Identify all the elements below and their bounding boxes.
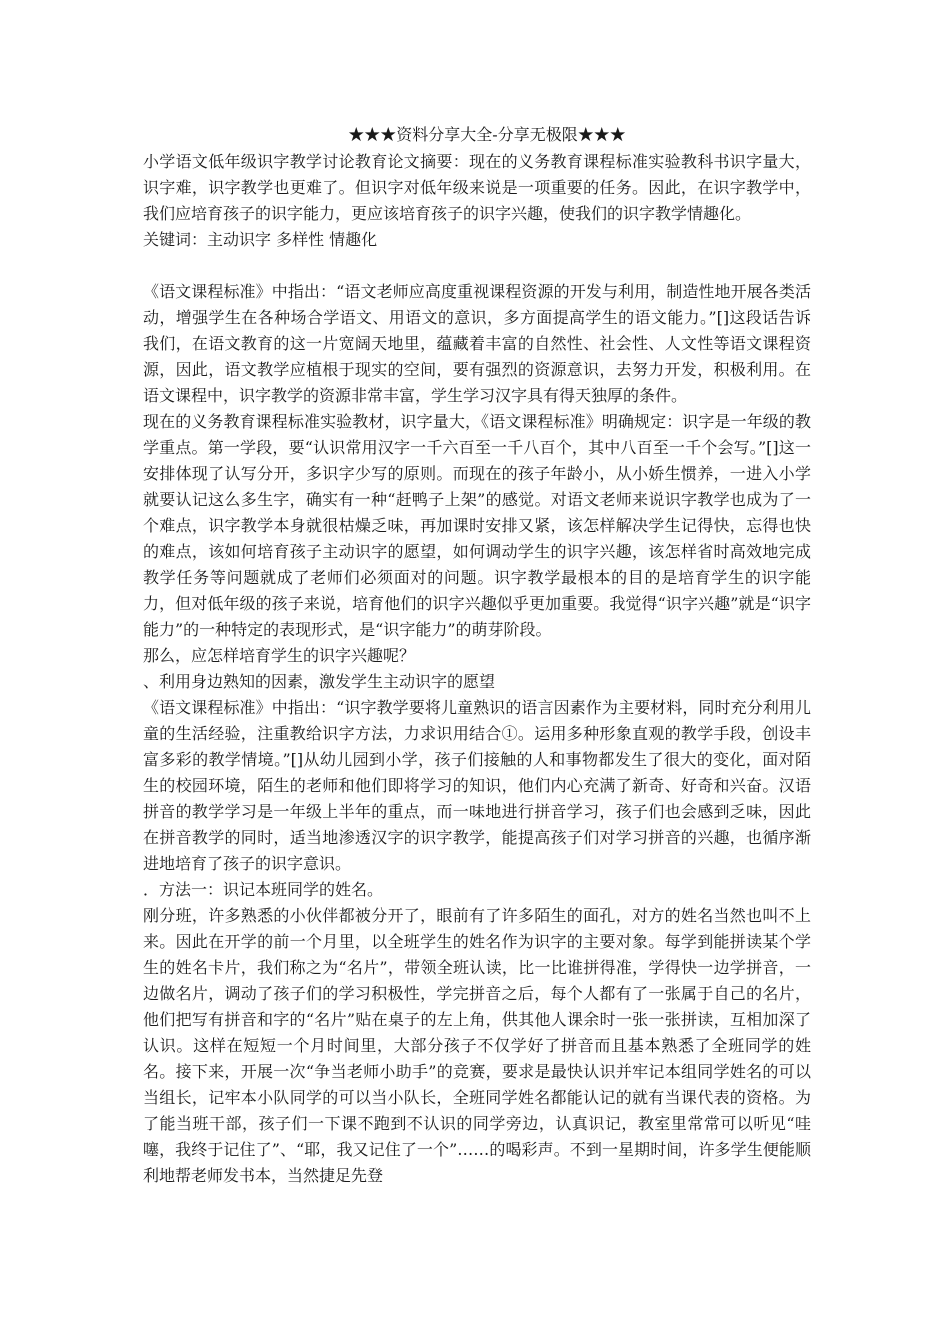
document-page xyxy=(143,122,811,1189)
body-paragraph: 《语文课程标准》中指出：“语文老师应高度重视课程资源的开发与利用，制造性地开展各类活动，增强学生在各种场合学语文、用语文的意识，多方面提高学生的语文能力。”[]这段话告诉我们，在语文教育的这一片宽阔天地里，蕴藏着丰富的自然性、社会性、人文性等语文课程资源，因此，语文教学应植根于现实的空间，要有强烈的资源意识，去努力开发，积极利用。在语文课程中，识字教学的资源非常丰富，学生学习汉字具有得天独厚的条件。 xyxy=(143,282,811,405)
method-heading: ．方法一：识记本班同学的姓名。 xyxy=(143,880,384,899)
section-heading: 、利用身边熟知的因素，激发学生主动识字的愿望 xyxy=(143,672,496,691)
question-line: 那么，应怎样培育学生的识字兴趣呢？ xyxy=(143,646,416,665)
blank-line xyxy=(143,253,811,279)
keywords-line: 关键词：主动识字 多样性 情趣化 xyxy=(143,230,378,249)
abstract-paragraph: 小学语文低年级识字教学讨论教育论文摘要：现在的义务教育课程标准实验教科书识字量大，识字难，识字教学也更难了。但识字对低年级来说是一项重要的任务。因此，在识字教学中，我们应培育孩子的识字能力，更应该培育孩子的识字兴趣，使我们的识字教学情趣化。 xyxy=(143,152,811,223)
body-paragraph: 刚分班，许多熟悉的小伙伴都被分开了，眼前有了许多陌生的面孔，对方的姓名当然也叫不上来。因此在开学的前一个月里，以全班学生的姓名作为识字的主要对象。每学到能拼读某个学生的姓名卡片，我们称之为“名片”，带领全班认读，比一比谁拼得准，学得快一边学拼音，一边做名片，调动了孩子们的学习积极性，学完拼音之后，每个人都有了一张属于自己的名片，他们把写有拼音和字的“名片”贴在桌子的左上角，供其他人课余时一张一张拼读，互相加深了认识。这样在短短一个月时间里，大部分孩子不仅学好了拼音而且基本熟悉了全班同学的姓名。接下来，开展一次“争当老师小助手”的竞赛，要求是最快认识并牢记本组同学姓名的可以当组长，记牢本小队同学的可以当小队长，全班同学姓名都能认记的就有当课代表的资格。为了能当班干部，孩子们一下课不跑到不认识的同学旁边，认真识记，教室里常常可以听见“哇噻，我终于记住了”、“耶，我又记住了一个”……的喝彩声。不到一星期时间，许多学生便能顺利地帮老师发书本，当然捷足先登 xyxy=(143,906,811,1185)
body-paragraph: 现在的义务教育课程标准实验教材，识字量大，《语文课程标准》明确规定：识字是一年级的教学重点。第一学段，要“认识常用汉字一千六百至一千八百个，其中八百至一千个会写。”[]这一安排体现了认写分开，多识字少写的原则。而现在的孩子年龄小，从小娇生惯养，一进入小学就要认记这么多生字，确实有一种“赶鸭子上架”的感觉。对语文老师来说识字教学也成为了一个难点，识字教学本身就很枯燥乏味，再加课时安排又紧，该怎样解决学生记得快，忘得也快的难点，该如何培育孩子主动识字的愿望，如何调动学生的识字兴趣，该怎样省时高效地完成教学任务等问题就成了老师们必须面对的问题。识字教学最根本的目的是培育学生的识字能力，但对低年级的孩子来说，培育他们的识字兴趣似乎更加重要。我觉得“识字兴趣”就是“识字能力”的一种特定的表现形式，是“识字能力”的萌芽阶段。 xyxy=(143,412,811,639)
page-header: ★★★资料分享大全-分享无极限★★★ xyxy=(348,125,626,144)
body-paragraph: 《语文课程标准》中指出：“识字教学要将儿童熟识的语言因素作为主要材料，同时充分利用儿童的生活经验，注重教给识字方法，力求识用结合①。运用多种形象直观的教学手段，创设丰富多彩的教学情境。”[]从幼儿园到小学，孩子们接触的人和事物都发生了很大的变化，面对陌生的校园环境，陌生的老师和他们即将学习的知识，他们内心充满了新奇、好奇和兴奋。汉语拼音的教学学习是一年级上半年的重点，而一味地进行拼音学习，孩子们也会感到乏味，因此在拼音教学的同时，适当地渗透汉字的识字教学，能提高孩子们对学习拼音的兴趣，也循序渐进地培育了孩子的识字意识。 xyxy=(143,698,811,873)
